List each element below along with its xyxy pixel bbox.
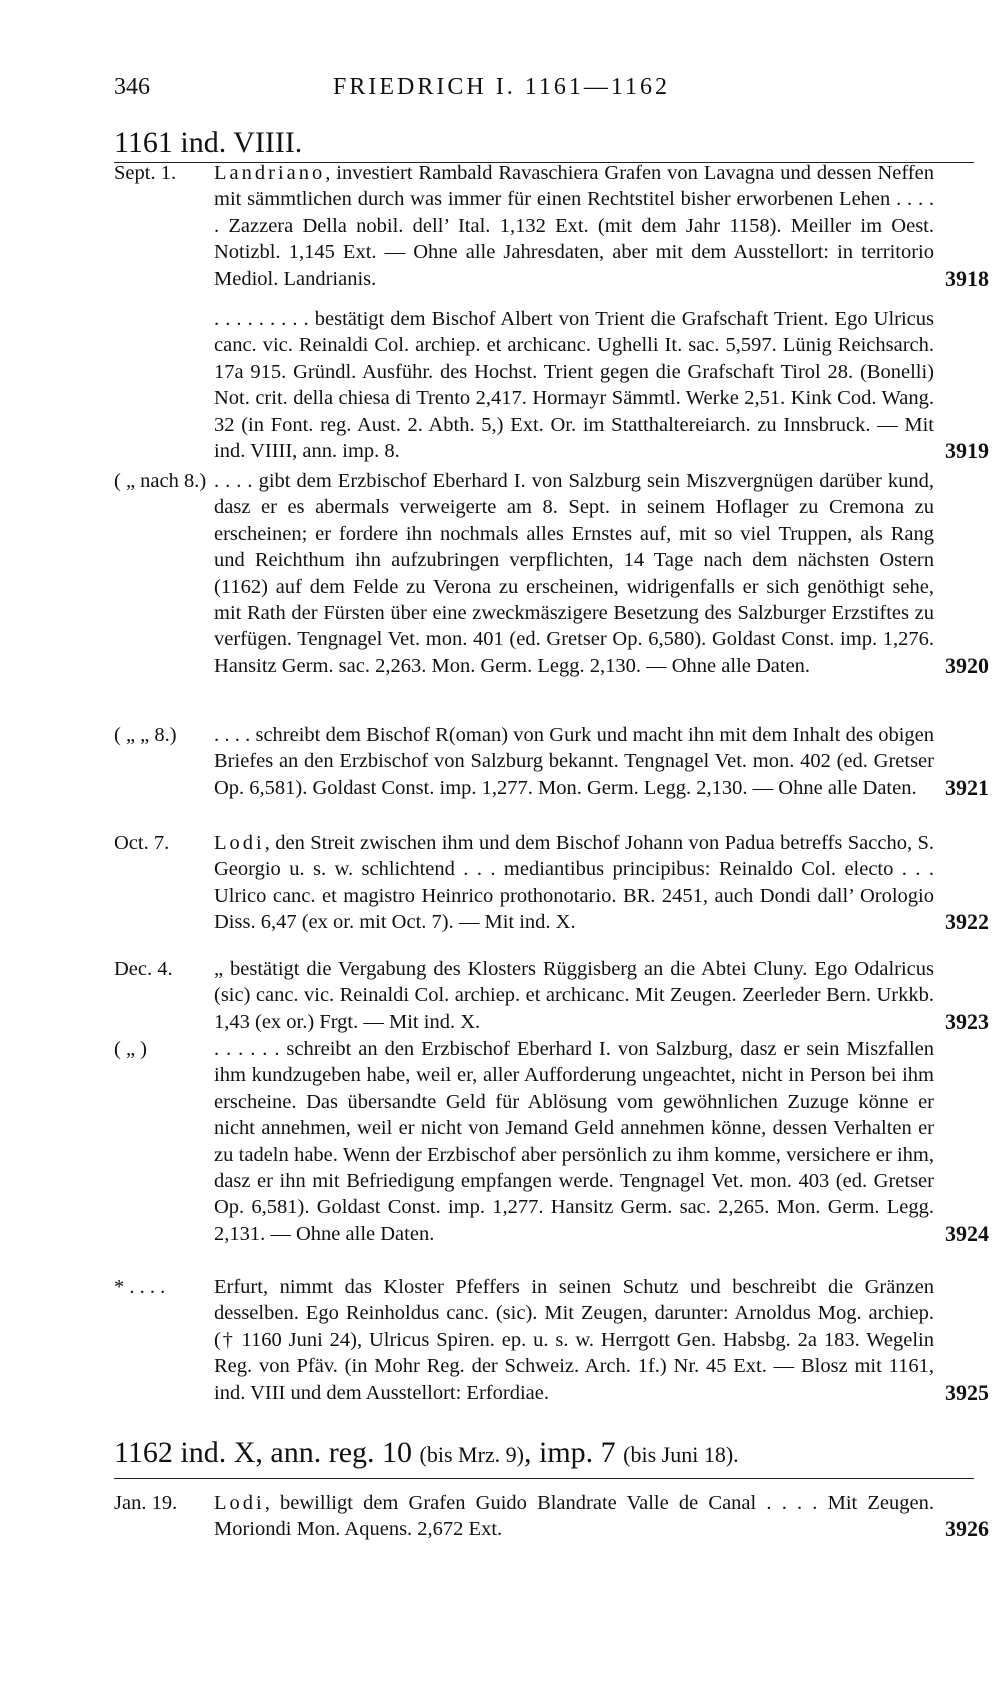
regest-entry: [114, 830, 994, 936]
entry-text: [214, 830, 934, 936]
entry-date: ( „ nach 8.): [114, 470, 207, 492]
entry-number: 3922: [945, 909, 989, 935]
section-heading-main: 1162 ind. X, ann. reg. 10: [114, 1436, 413, 1469]
entry-date: Dec. 4.: [114, 958, 173, 980]
entry-text: [214, 306, 934, 464]
entry-body: . . . . . . . . . bestätigt dem Bischof Albert von Trient die Grafschaft Trient. Ego Ulricus canc. vic. Reinaldi Col. archiep. et archicanc. Ughelli It. sac. 5,597. Lünig Reichsarch. 17a 915. Gründl. Ausführ. des Hochst. Trient gegen die Grafschaft Tirol 28. (Bonelli) Not. crit. della chiesa di Trento 2,417. Hormayr Sämmtl. Werke 2,51. Kink Cod. Wang. 32 (in Font. reg. Aust. 2. Abth. 5,) Ext. Or. im Statthaltereiarch. zu Innsbruck. — Mit ind. VIIII, ann. imp. 8.: [214, 308, 934, 463]
entry-number: 3925: [945, 1379, 989, 1405]
entry-date: * . . . .: [114, 1276, 166, 1298]
entry-place: Lodi: [214, 832, 265, 854]
page-number: 346: [114, 74, 150, 100]
running-title: FRIEDRICH I. 1161—1162: [333, 74, 670, 100]
entry-text: [214, 722, 934, 801]
entry-text: [214, 1490, 934, 1543]
entry-text: [214, 956, 934, 1035]
entry-text: [214, 160, 934, 292]
entry-body: . . . . gibt dem Erzbischof Eberhard I. von Salzburg sein Miszvergnügen darüber kund, dasz er es abermals verweigerte am 8. Sept. in seinem Hoflager zu Cremona zu erscheinen; er fordere ihn nochmals alles Ernstes auf, mit so viel Truppen, als Rang und Reichthum ihn aufzubringen verpflichten, 14 Tage nach dem nächsten Ostern (1162) auf dem Felde zu Verona zu erscheinen, widrigenfalls er sich genöthigt sehe, mit Rath der Fürsten über eine zweckmäszigere Besetzung des Salzburger Erzstiftes zu verfügen. Tengnagel Vet. mon. 401 (ed. Gretser Op. 6,580). Goldast Const. imp. 1,276. Hansitz Germ. sac. 2,263. Mon. Germ. Legg. 2,130. — Ohne alle Daten.: [214, 470, 934, 677]
entry-number: 3924: [945, 1220, 989, 1246]
regest-entry: [114, 956, 994, 1035]
entry-number: 3920: [945, 652, 989, 678]
entry-date: Oct. 7.: [114, 832, 170, 854]
section-heading-1161: 1161 ind. VIIII.: [114, 126, 303, 159]
entry-body: Erfurt, nimmt das Kloster Pfeffers in seinen Schutz und beschreibt die Gränzen desselben. Ego Reinholdus canc. (sic). Mit Zeugen, darunter: Arnoldus Mog. archiep. († 1160 Juni 24), Ulricus Spiren. ep. u. s. w. Herrgott Gen. Habsbg. 2a 183. Wegelin Reg. von Pfäv. (in Mohr Reg. der Schweiz. Arch. 1f.) Nr. 45 Ext. — Blosz mit 1161, ind. VIII und dem Ausstellort: Erfordiae.: [214, 1276, 934, 1404]
regest-entry: [114, 160, 994, 292]
entry-place: Lodi: [214, 1492, 265, 1514]
entry-date: ( „ ): [114, 1038, 148, 1060]
regest-entry: [114, 722, 994, 801]
entry-number: 3921: [945, 774, 989, 800]
running-head: [114, 74, 889, 114]
section-divider: [114, 1478, 974, 1479]
entry-date: Sept. 1.: [114, 162, 177, 184]
section-heading-note: (bis Mrz. 9): [419, 1442, 524, 1467]
entry-body: , den Streit zwischen ihm und dem Bischof Johann von Padua betreffs Saccho, S. Georgio u. s. w. schlichtend . . . mediantibus principibus: Reinaldo Col. electo . . . Ulrico canc. et magistro Heinrico prothonotario. BR. 2451, auch Dondi dall’ Orologio Diss. 6,47 (ex or. mit Oct. 7). — Mit ind. X.: [214, 832, 934, 934]
entry-date: ( „ „ 8.): [114, 724, 177, 746]
regest-entry: [114, 306, 994, 464]
entry-text: [214, 468, 934, 679]
entry-body: . . . . schreibt dem Bischof R(oman) von Gurk und macht ihn mit dem Inhalt des obigen Briefes an den Erzbischof von Salzburg bekannt. Tengnagel Vet. mon. 402 (ed. Gretser Op. 6,581). Goldast Const. imp. 1,277. Mon. Germ. Legg. 2,130. — Ohne alle Daten.: [214, 724, 934, 799]
entry-body: . . . . . . schreibt an den Erzbischof Eberhard I. von Salzburg, dasz er sein Miszfallen ihm kundzugeben habe, weil er, aller Aufforderung ungeachtet, nicht in Person bei ihm erscheine. Das übersandte Geld für Ablösung vom gewöhnlichen Zuzuge könne er nicht annehmen, weil er nicht von Jemand Geld annehmen könne, dessen Verhalten er zu tadeln habe. Wenn der Erzbischof aber persönlich zu ihm komme, versichere er ihm, dasz er ihn mit Befriedigung empfangen werde. Tengnagel Vet. mon. 403 (ed. Gretser Op. 6,581). Goldast Const. imp. 1,277. Hansitz Germ. sac. 2,265. Mon. Germ. Legg. 2,131. — Ohne alle Daten.: [214, 1038, 934, 1245]
entry-body: , bewilligt dem Grafen Guido Blandrate Valle de Canal . . . . Mit Zeugen. Moriondi Mon. Aquens. 2,672 Ext.: [214, 1492, 934, 1541]
section-heading-1162: [114, 1436, 739, 1470]
section-heading-note: (bis Juni 18).: [623, 1442, 739, 1467]
regest-entry: [114, 1490, 994, 1543]
entry-place: Landriano: [214, 162, 326, 184]
regest-entry: [114, 1036, 994, 1247]
section-heading-imp: , imp. 7: [524, 1436, 616, 1469]
entry-body: , investiert Rambald Ravaschiera Grafen von Lavagna und dessen Neffen mit sämmtlichen durch was immer für einen Rechtstitel bisher erworbenen Lehen . . . . . Zazzera Della nobil. dell’ Ital. 1,132 Ext. (mit dem Jahr 1158). Meiller im Oest. Notizbl. 1,145 Ext. — Ohne alle Jahresdaten, aber mit dem Ausstellort: in territorio Mediol. Landrianis.: [214, 162, 934, 290]
entry-number: 3926: [945, 1516, 989, 1542]
entry-text: [214, 1274, 934, 1406]
entry-number: 3923: [945, 1008, 989, 1034]
regest-entry: [114, 1274, 994, 1406]
entry-text: [214, 1036, 934, 1247]
entry-date: Jan. 19.: [114, 1492, 178, 1514]
regest-entry: [114, 468, 994, 679]
entry-number: 3918: [945, 265, 989, 291]
entry-number: 3919: [945, 438, 989, 464]
entry-body: „ bestätigt die Vergabung des Klosters Rüggisberg an die Abtei Cluny. Ego Odalricus (sic) canc. vic. Reinaldi Col. archiep. et archicanc. Mit Zeugen. Zeerleder Bern. Urkkb. 1,43 (ex or.) Frgt. — Mit ind. X.: [214, 958, 934, 1033]
